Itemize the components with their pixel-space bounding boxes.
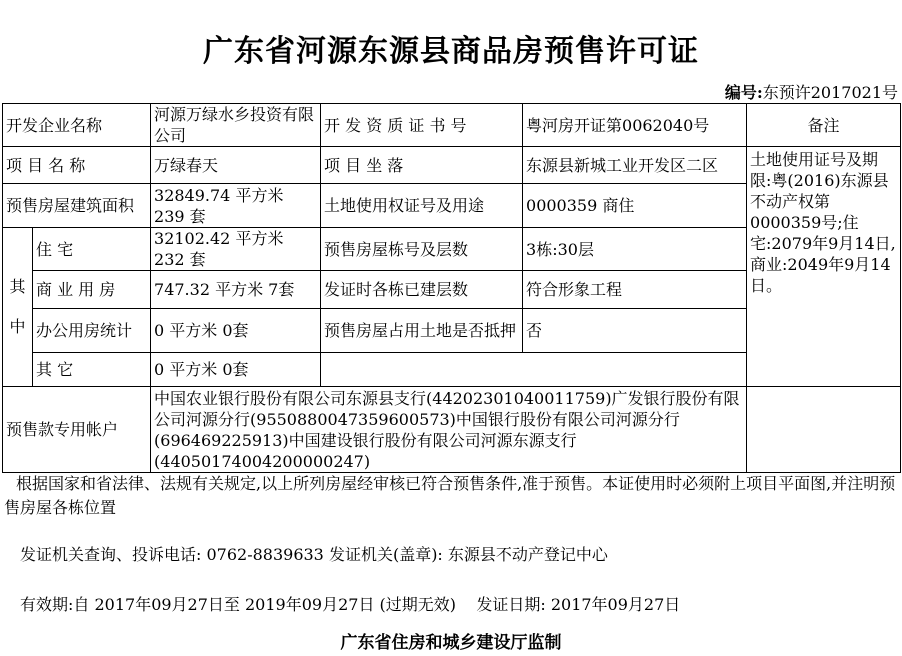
among-label-1: 其 [9,277,26,296]
developer-label: 开发企业名称 [3,104,151,147]
account-label: 预售款专用帐户 [3,387,151,473]
land-cert-value: 0000359 商住 [523,184,747,228]
certificate-title: 广东省河源东源县商品房预售许可证 [203,34,699,69]
built-floors-label: 发证时各栋已建层数 [321,271,523,309]
remark-label: 备注 [747,104,901,147]
project-name-value: 万绿春天 [151,147,321,184]
location-label: 项 目 坐 落 [321,147,523,184]
validity-line: 有效期:自 2017年09月27日至 2019年09月27日 (过期无效) 发证日期: 2017年09月27日 [20,595,681,614]
presale-area-value: 32849.74 平方米 239 套 [151,184,321,228]
mortgage-label: 预售房屋占用土地是否抵押 [321,309,523,353]
remark-value: 土地使用证号及期限:粤(2016)东源县不动产权第0000359号;住宅:2079年9月14日,商业:2049年9月14日。 [747,147,901,387]
qualification-label: 开 发 资 质 证 书 号 [321,104,523,147]
residential-label: 住 宅 [33,228,151,271]
account-value: 中国农业银行股份有限公司东源县支行(44202301040011759)广发银行股份有限公司河源分行(9550880047359600573)中国银行股份有限公司河源分行(696469225913)中国建设银行股份有限公司河源东源支行(44050174004200000247) [151,387,747,473]
office-label: 办公用房统计 [33,309,151,353]
built-floors-value: 符合形象工程 [523,271,747,309]
developer-value: 河源万绿水乡投资有限公司 [151,104,321,147]
other-label: 其 它 [33,353,151,387]
contact-line: 发证机关查询、投诉电话: 0762-8839633 发证机关(盖章): 东源县不动产登记中心 [20,545,608,564]
commercial-value: 747.32 平方米 7套 [151,271,321,309]
office-value: 0 平方米 0套 [151,309,321,353]
among-label [3,228,33,387]
approval-statement: 根据国家和省法律、法规有关规定,以上所列房屋经审核已符合预售条件,准于预售。本证使用时必须附上项目平面图,并注明预售房屋各栋位置 [4,474,896,517]
certificate-number [725,80,898,103]
certificate-number-label: 编号: [724,83,763,102]
building-floors-value: 3栋:30层 [523,228,747,271]
license-table [2,103,901,473]
other-empty [321,353,747,387]
supervisor-line: 广东省住房和城乡建设厅监制 [340,633,562,653]
presale-area-label: 预售房屋建筑面积 [3,184,151,228]
mortgage-value: 否 [523,309,747,353]
commercial-label: 商 业 用 房 [33,271,151,309]
location-value: 东源县新城工业开发区二区 [523,147,747,184]
project-name-label: 项 目 名 称 [3,147,151,184]
among-label-2: 中 [9,317,26,336]
other-value: 0 平方米 0套 [151,353,321,387]
land-cert-label: 土地使用权证号及用途 [321,184,523,228]
certificate-number-value: 东预许2017021号 [762,83,898,102]
qualification-value: 粤河房开证第0062040号 [523,104,747,147]
account-empty [747,387,901,473]
building-floors-label: 预售房屋栋号及层数 [321,228,523,271]
residential-value: 32102.42 平方米 232 套 [151,228,321,271]
